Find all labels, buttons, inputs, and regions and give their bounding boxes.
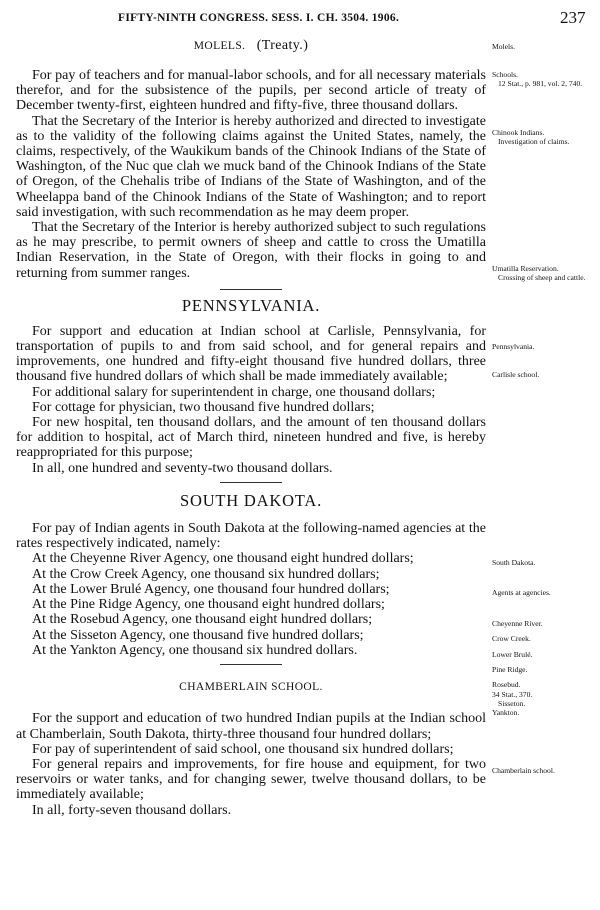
agency-item: At the Pine Ridge Agency, one thousand eight hundred dollars; [32,597,385,613]
chamberlain-para-3: For general repairs and improvements, for fire house and equipment, for two reservoirs or water tanks, and for changing sewer, twelve thousand dollars, to be immediately available; [16,756,486,803]
molels-para-1: For pay of teachers and for manual-labor schools, and for all necessary materials therefor, and for the subsistence of the pupils, per second article of treaty of December twenty-first, eighteen hundred and fifty-five, three thousand dollars. [16,68,486,114]
section-divider [220,482,282,483]
margin-note-molels: Molels. [492,42,515,51]
margin-note-agents: Agents at agencies. [492,588,551,597]
agency-item: At the Rosebud Agency, one thousand eight hundred dollars; [32,612,373,628]
south-dakota-para-1: For pay of Indian agents in South Dakota at the following-named agencies at the rates respectively indicated, namely: [16,520,486,552]
margin-note-pennsylvania: Pennsylvania. [492,342,535,351]
molels-heading: MOLELS. [193,40,246,52]
section-divider [220,289,282,290]
pennsylvania-para-5: In all, one hundred and seventy-two thousand dollars. [32,460,333,476]
section-heading-south-dakota: SOUTH DAKOTA. [180,490,322,510]
pennsylvania-para-4: For new hospital, ten thousand dollars, and the amount of ten thousand dollars for addition to hospital, act of March third, nineteen hundred and five, is hereby reappropriated for this purpose; [16,415,486,461]
agency-item: At the Lower Brulé Agency, one thousand four hundred dollars; [32,581,390,597]
pennsylvania-para-1: For support and education at Indian school at Carlisle, Pennsylvania, for transportation of pupils to and from said school, and for general repairs and improvements, one hundred and fifty-eight thousand five hundred dollars, three thousand five hundred dollars of which shall be made immediately available; [16,323,486,385]
pennsylvania-para-3: For cottage for physician, two thousand five hundred dollars; [32,399,375,415]
crossing-label: Crossing of sheep and cattle. [498,273,586,282]
margin-note-schools [492,70,596,88]
margin-note-umatilla [492,264,596,282]
agency-name: Lower Brulé. [492,649,533,659]
section-divider [220,664,282,665]
molels-para-2: That the Secretary of the Interior is hereby authorized and directed to investigate as to the validity of the following claims against the United States, namely, the claims, respectively, of the Waukikum bands of the Chinook Indians of the State of Washington, of the Nuc que clah we muck band of the Chinook Indians of the State of Oregon, of the Chehalis tribe of Indians of the State of Washington, and of the Wheelappa band of the Chinook Indians of the State of Washington; and to report said investigation, with such recommendation as he may deem proper. [16,113,486,220]
chinook-label: Chinook Indians. [492,128,545,137]
section-heading-chamberlain: CHAMBERLAIN SCHOOL. [179,681,323,694]
running-title: FIFTY-NINTH CONGRESS. SESS. I. CH. 3504. 1906. [118,12,400,24]
section-heading-pennsylvania: PENNSYLVANIA. [181,295,321,315]
chamberlain-para-1: For the support and education of two hundred Indian pupils at the Indian school at Chamberlain, South Dakota, thirty-three thousand four hundred dollars; [16,711,486,742]
agency-list [16,551,486,658]
agency-item: At the Cheyenne River Agency, one thousand eight hundred dollars; [32,551,414,567]
umatilla-label: Umatilla Reservation. [492,264,559,273]
margin-note-chinook [492,128,596,146]
agency-name: Cheyenne River. [492,619,543,628]
stat-reference: 12 Stat., p. 981, vol. 2, 740. [498,79,583,88]
margin-note-agency-names [492,616,596,692]
agency-item: At the Sisseton Agency, one thousand five hundred dollars; [32,627,364,643]
agency-item: At the Crow Creek Agency, one thousand six hundred dollars; [32,566,380,582]
margin-note-carlisle: Carlisle school. [492,370,540,379]
agency-item: At the Yankton Agency, one thousand six hundred dollars. [32,643,358,659]
margin-note-chamberlain: Chamberlain school. [492,766,555,775]
pennsylvania-para-2: For additional salary for superintendent in charge, one thousand dollars; [32,384,436,400]
margin-note-sisseton [492,690,596,717]
page-number: 237 [560,8,586,27]
sisseton-label: Sisseton. [498,699,526,708]
agency-name: Rosebud. [492,680,521,690]
agency-name: Crow Creek. [492,634,531,644]
agency-name: Pine Ridge. [492,664,528,674]
investigation-label: Investigation of claims. [498,137,570,146]
chamberlain-para-4: In all, forty-seven thousand dollars. [32,802,232,818]
yankton-label: Yankton. [492,708,520,717]
section-heading-molels [16,38,486,54]
stat-34-reference: 34 Stat., 370. [492,690,533,699]
schools-label: Schools. [492,70,518,79]
main-text [16,36,486,818]
page-header [0,8,600,30]
treaty-label: (Treaty.) [256,38,309,53]
margin-note-south-dakota: South Dakota. [492,558,536,567]
chamberlain-para-2: For pay of superintendent of said school, one thousand six hundred dollars; [32,741,454,757]
molels-para-3: That the Secretary of the Interior is hereby authorized subject to such regulations as he may prescribe, to permit owners of sheep and cattle to cross the Umatilla Indian Reservation, in the State of Oregon, with their flocks in going to and returning from summer ranges. [16,220,486,281]
